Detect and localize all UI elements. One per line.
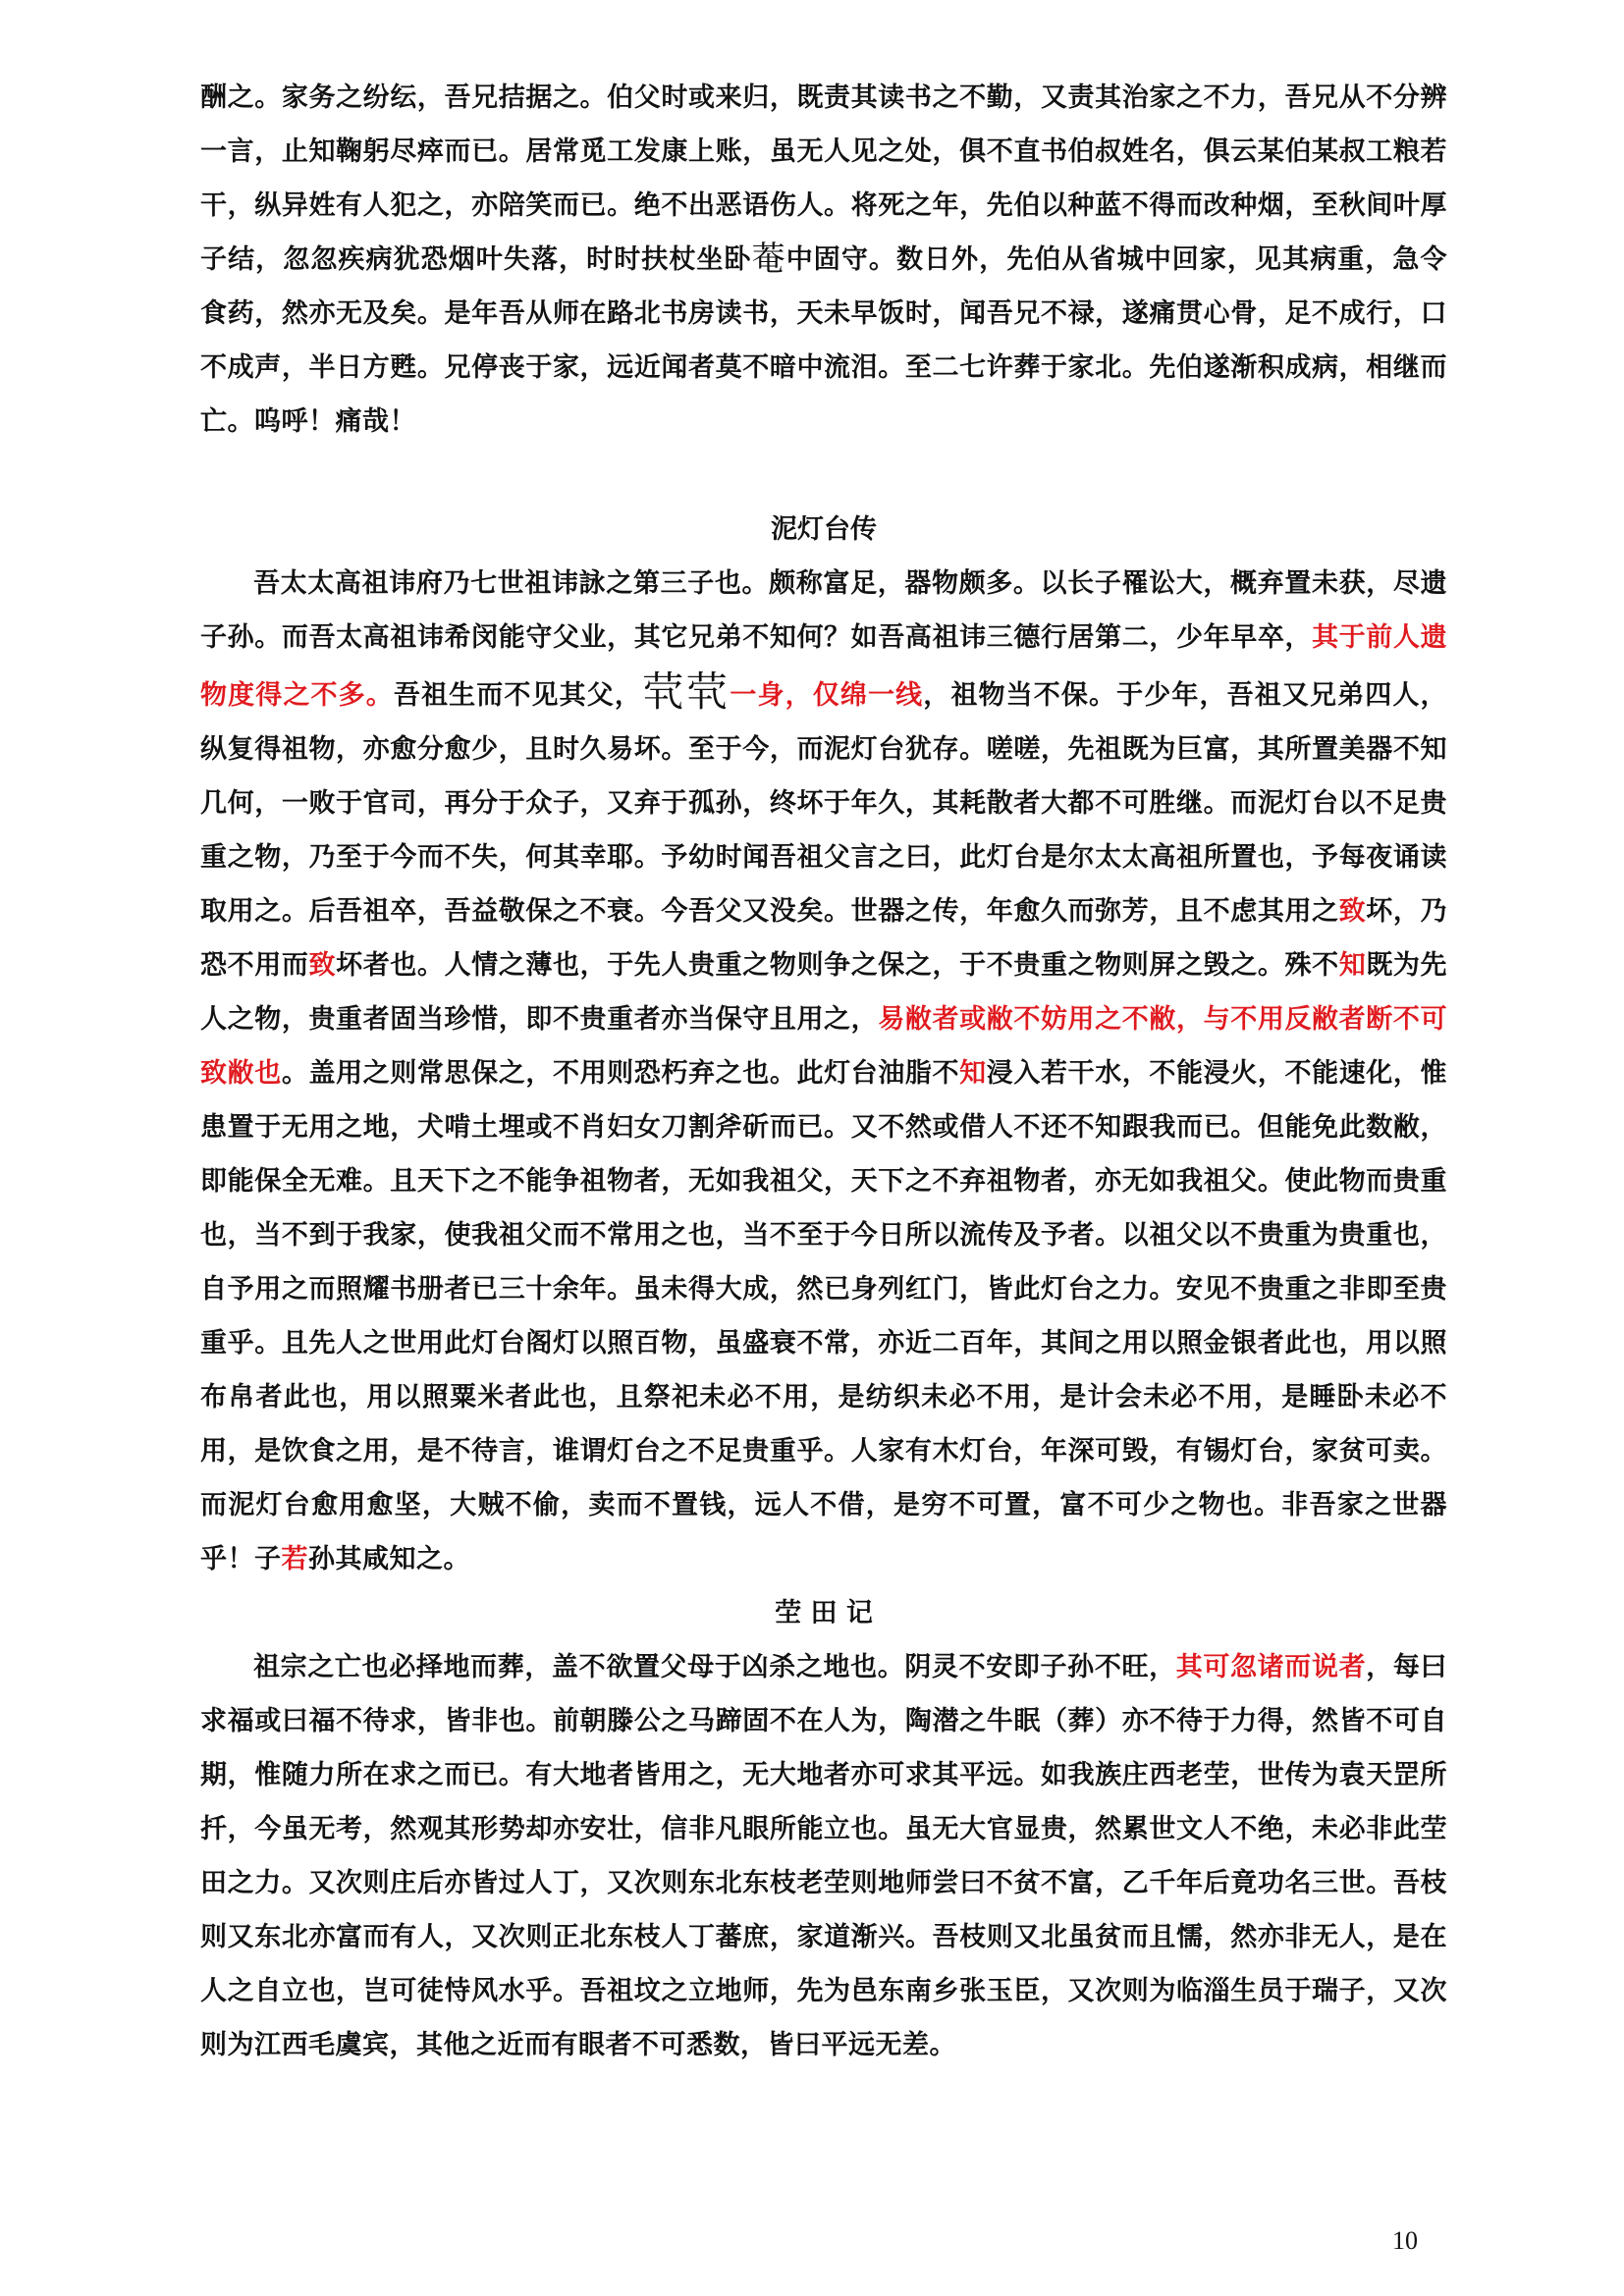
text-run: 吾祖生而不见其父，: [393, 680, 643, 711]
handwritten-glyph: 菴: [751, 240, 786, 279]
text-run: 祖宗之亡也必择地而葬，盖不欲置父母于凶杀之地也。阴灵不安即子孙不旺，: [253, 1652, 1176, 1682]
section-title-grave: 茔 田 记: [775, 1598, 873, 1629]
highlighted-text: 若: [281, 1544, 308, 1575]
page-number: 10: [1392, 2226, 1418, 2255]
highlighted-text: 其可忽诸而说者: [1175, 1652, 1367, 1682]
text-run: 。盖用之则常思保之，不用则恐朽弃之也。此灯台油脂不: [281, 1058, 960, 1089]
highlighted-text: 知: [1338, 950, 1367, 981]
highlighted-text: 易敝者或敝不妨用之不敝，与不用反敝者断不可致敝也: [200, 1004, 1448, 1089]
carry-over-paragraph: [200, 71, 1447, 449]
text-run: ，祖物当不保。于少年，吾祖又兄弟四人，纵复得祖物，亦愈分愈少，且时久易坏。至于今，而泥灯台犹存。嗟嗟，先祖既为巨富，其所置美器不知几何，一败于官司，再分于众子，又弃于孤孙，终坏于年久，其耗散者大都不可胜继。而泥灯台以不足贵重之物，乃至于今而不失，何其幸耶。予幼时闻吾祖父言之曰，此灯台是尔太太高祖所置也，予每夜诵读取用之。后吾祖卒，吾益敬保之不衰。今吾父又没矣。世器之传，年愈久而弥芳，且不虑其用之: [200, 680, 1448, 927]
grave-paragraph: [200, 1640, 1447, 2072]
handwritten-glyph: 茕茕: [642, 667, 731, 716]
text-run: 坏，乃恐不用而: [200, 896, 1448, 981]
spacer: [200, 449, 1447, 503]
text-run: 酬之。家务之纷纭，吾兄拮据之。伯父时或来归，既责其读书之不勤，又责其治家之不力，吾兄从不分辨一言，止知鞠躬尽瘁而已。居常觅工发康上账，虽无人见之处，俱不直书伯叔姓名，俱云某伯某叔工粮若干，纵异姓有人犯之，亦陪笑而已。绝不出恶语伤人。将死之年，先伯以种蓝不得而改种烟，至秋间叶厚子结，忽忽疾病犹恐烟叶失落，时时扶杖坐卧: [200, 82, 1447, 275]
highlighted-text: 一身，仅绵一线: [730, 680, 924, 711]
text-run: 浸入若干水，不能浸火，不能速化，惟患置于无用之地，犬啃土埋或不肖妇女刀割斧斫而已。又不然或借人不还不知跟我而已。但能免此数敝，即能保全无难。且天下之不能争祖物者，无如我祖父，天下之不弃祖物者，亦无如我祖父。使此物而贵重也，当不到于我家，使我祖父而不常用之也，当不至于今日所以流传及予者。以祖父以不贵重为贵重也，自予用之而照耀书册者已三十余年。虽未得大成，然已身列红门，皆此灯台之力。安见不贵重之非即至贵重乎。且先人之世用此灯台阁灯以照百物，虽盛衰不常，亦近二百年，其间之用以照金银者此也，用以照布帛者此也，用以照粟米者此也，且祭祀未必不用，是纺织未必不用，是计会未必不用，是睡卧未必不用，是饮食之用，是不待言，谁谓灯台之不足贵重乎。人家有木灯台，年深可毁，有锡灯台，家贫可卖。而泥灯台愈用愈坚，大贼不偷，卖而不置钱，远人不借，是穷不可置，富不可少之物也。非吾家之世器乎！子: [200, 1058, 1448, 1575]
lamp-paragraph: [200, 557, 1447, 1586]
highlighted-text: 致: [308, 950, 337, 981]
text-run: 坏者也。人情之薄也，于先人贵重之物则争之保之，于不贵重之物则屏之毁之。殊不: [336, 950, 1339, 981]
text-run: 既为先人之物，贵重者固当珍惜，即不贵重者亦当保守且用之，: [200, 950, 1448, 1035]
text-run: 吾太太高祖讳府乃七世祖讳詠之第三子也。颇称富足，器物颇多。以长子罹讼大，概弃置未获，尽遗子孙。而吾太高祖讳希闵能守父业，其它兄弟不知何？如吾高祖讳三德行居第二，少年早卒，: [200, 568, 1447, 653]
page-body: [200, 71, 1447, 2072]
text-run: ，每曰求福或曰福不待求，皆非也。前朝滕公之马蹄固不在人为，陶潜之牛眠（葬）亦不待于力得，然皆不可自期，惟随力所在求之而已。有大地者皆用之，无大地者亦可求其平远。如我族庄西老茔，世传为袁天罡所扦，今虽无考，然观其形势却亦安壮，信非凡眼所能立也。虽无大官显贵，然累世文人不绝，未必非此茔田之力。又次则庄后亦皆过人丁，又次则东北东枝老茔则地师尝曰不贫不富，乙千年后竟功名三世。吾枝则又东北亦富而有人，又次则正北东枝人丁蕃庶，家道渐兴。吾枝则又北虽贫而且懦，然亦非无人，是在人之自立也，岂可徒恃风水乎。吾祖坟之立地师，先为邑东南乡张玉臣，又次则为临淄生员于瑞子，又次则为江西毛虞宾，其他之近而有眼者不可悉数，皆曰平远无差。: [200, 1652, 1448, 2060]
highlighted-text: 其于前人遗物度得之不多。: [200, 622, 1448, 711]
section-title-lamp: 泥灯台传: [771, 514, 877, 545]
text-run: 中固守。数日外，先伯从省城中回家，见其病重，急令食药，然亦无及矣。是年吾从师在路北书房读书，天未早饭时，闻吾兄不禄，遂痛贯心骨，足不成行，口不成声，半日方甦。兄停丧于家，远近闻者莫不暗中流泪。至二七许葬于家北。先伯遂渐积成病，相继而亡。呜呼！痛哉！: [200, 244, 1448, 437]
highlighted-text: 知: [959, 1058, 987, 1089]
text-run: 孙其咸知之。: [308, 1544, 470, 1575]
highlighted-text: 致: [1338, 896, 1367, 927]
